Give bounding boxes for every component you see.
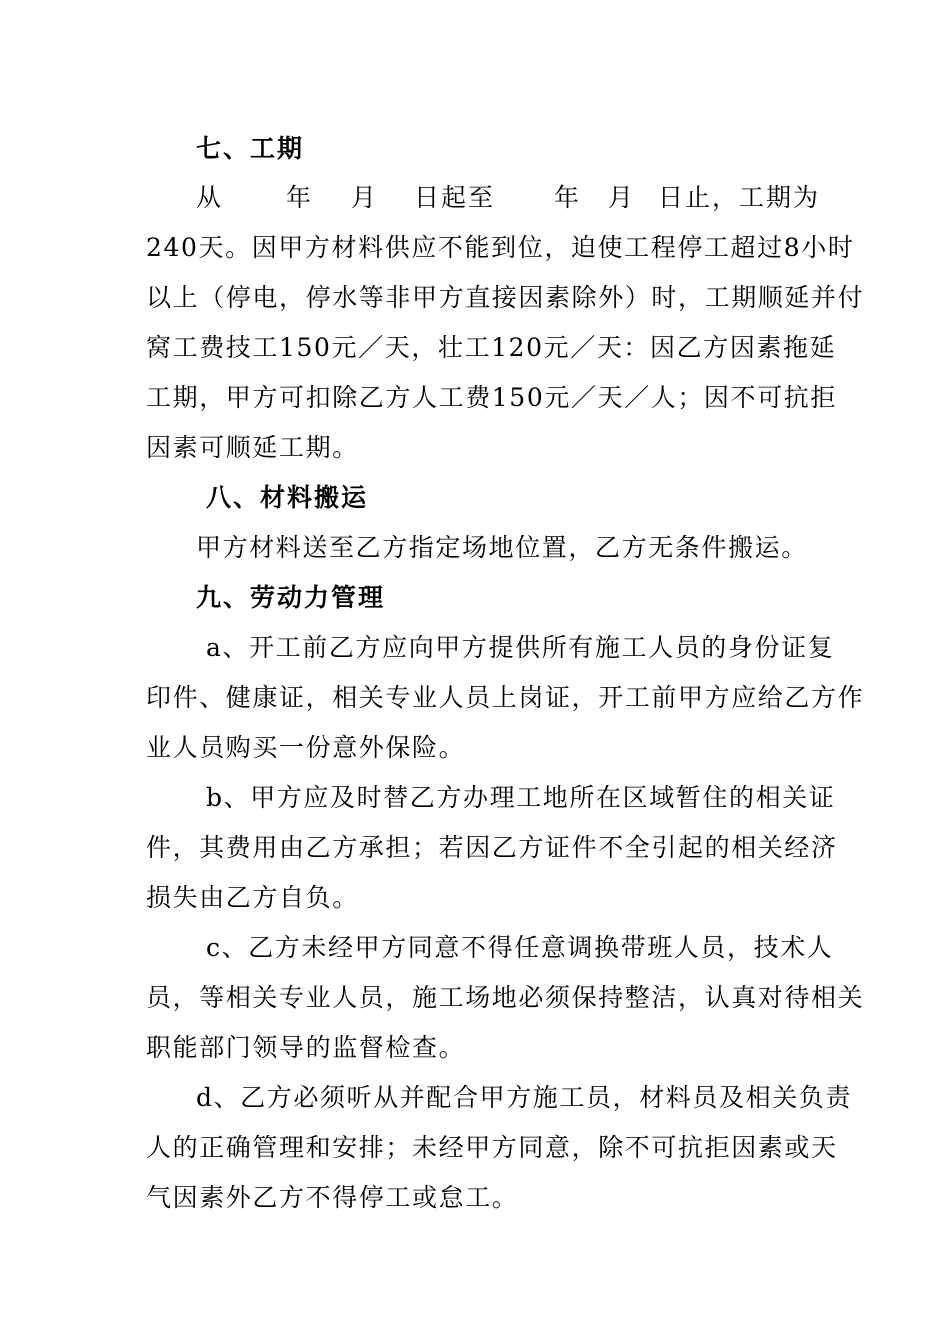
section-8-heading: 八、材料搬运 bbox=[206, 483, 369, 512]
item-b-line-3: 损失由乙方自负。 bbox=[146, 883, 359, 912]
item-a-line-2: 印件、健康证，相关专业人员上岗证，开工前甲方应给乙方作 bbox=[146, 683, 865, 712]
item-d-line-1: d、乙方必须听从并配合甲方施工员，材料员及相关负责 bbox=[196, 1083, 853, 1112]
section-7-line-1: 240天。因甲方材料供应不能到位，迫使工程停工超过8小时 bbox=[146, 233, 855, 262]
item-d-line-2: 人的正确管理和安排；未经甲方同意，除不可抗拒因素或天 bbox=[146, 1133, 838, 1162]
item-c-line-1: c、乙方未经甲方同意不得任意调换带班人员，技术人 bbox=[206, 933, 834, 962]
date-month-2: 月 bbox=[608, 183, 634, 212]
section-7-line-2: 以上（停电，停水等非甲方直接因素除外）时，工期顺延并付 bbox=[146, 283, 865, 312]
date-day-start: 日起至 bbox=[414, 183, 496, 212]
item-a-line-3: 业人员购买一份意外保险。 bbox=[146, 733, 466, 762]
date-month-1: 月 bbox=[351, 183, 377, 212]
date-from: 从 bbox=[196, 183, 222, 212]
item-b-line-2: 件，其费用由乙方承担；若因乙方证件不全引起的相关经济 bbox=[146, 833, 838, 862]
item-c-line-2: 员，等相关专业人员，施工场地必须保持整洁，认真对待相关 bbox=[146, 983, 865, 1012]
section-7-heading: 七、工期 bbox=[196, 134, 305, 163]
section-7-line-4: 工期，甲方可扣除乙方人工费150元／天／人；因不可抗拒 bbox=[146, 383, 837, 412]
section-7-date-line bbox=[196, 183, 821, 213]
item-b-line-1: b、甲方应及时替乙方办理工地所在区域暂住的相关证 bbox=[206, 783, 836, 812]
date-day-end: 日止，工期为 bbox=[658, 183, 821, 212]
section-7-line-5: 因素可顺延工期。 bbox=[146, 433, 359, 462]
date-year-1: 年 bbox=[286, 183, 312, 212]
date-year-2: 年 bbox=[554, 183, 580, 212]
item-d-line-3: 气因素外乙方不得停工或怠工。 bbox=[146, 1183, 519, 1212]
section-7-line-3: 窝工费技工150元／天，壮工120元／天：因乙方因素拖延 bbox=[146, 333, 837, 362]
section-9-heading: 九、劳动力管理 bbox=[196, 583, 386, 612]
item-a-line-1: a、开工前乙方应向甲方提供所有施工人员的身份证复 bbox=[206, 633, 835, 662]
section-8-text: 甲方材料送至乙方指定场地位置，乙方无条件搬运。 bbox=[196, 533, 808, 562]
item-c-line-3: 职能部门领导的监督检查。 bbox=[146, 1033, 466, 1062]
